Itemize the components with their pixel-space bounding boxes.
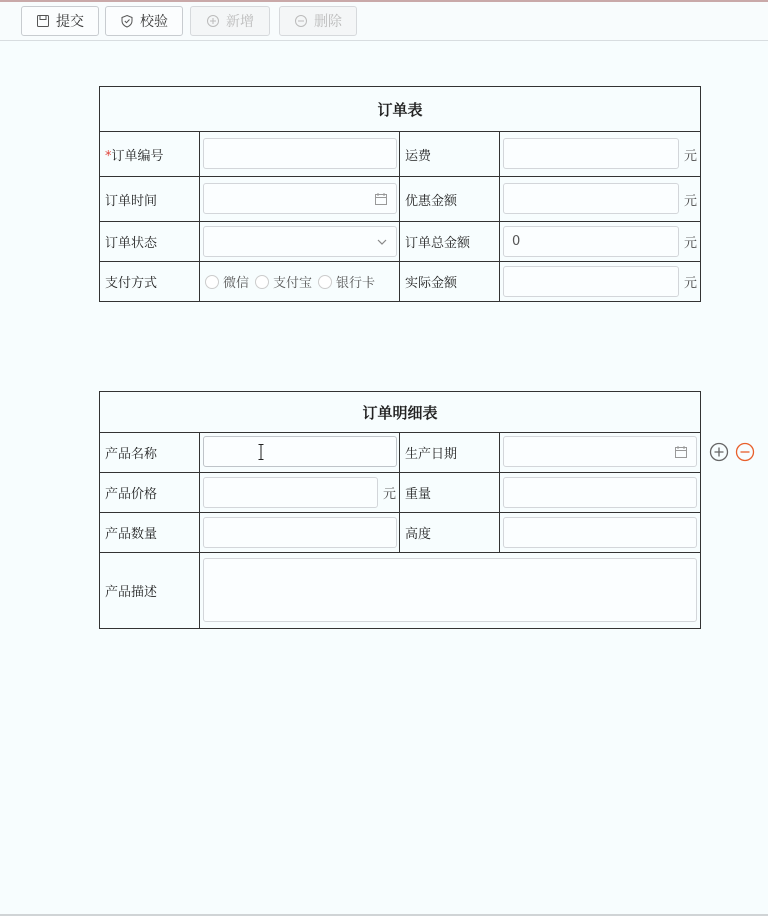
submit-button[interactable] xyxy=(21,6,99,36)
toolbar xyxy=(0,2,768,41)
payment-option-label: 银行卡 xyxy=(336,276,376,291)
order-no-input[interactable] xyxy=(203,138,397,169)
product-qty-cell xyxy=(200,513,400,553)
discount-cell xyxy=(500,177,701,222)
height-cell xyxy=(500,513,701,553)
text-cursor-icon xyxy=(258,444,264,460)
total-label: 订单总金额 xyxy=(400,222,500,262)
order-time-picker[interactable] xyxy=(203,183,397,214)
order-status-label: 订单状态 xyxy=(100,222,200,262)
required-marker: * xyxy=(105,148,112,164)
actual-cell xyxy=(500,262,701,302)
add-button-label: 新增 xyxy=(226,14,254,30)
production-date-cell xyxy=(500,433,701,473)
order-status-cell xyxy=(200,222,400,262)
delete-button[interactable] xyxy=(279,6,357,36)
payment-option-wechat[interactable] xyxy=(205,272,249,291)
product-price-label: 产品价格 xyxy=(100,473,200,513)
calendar-icon xyxy=(375,193,387,205)
remove-row-icon[interactable] xyxy=(735,442,755,462)
production-date-picker[interactable] xyxy=(503,436,697,467)
payment-cell xyxy=(200,262,400,302)
order-table-title: 订单表 xyxy=(100,87,701,132)
product-price-cell xyxy=(200,473,400,513)
order-no-cell xyxy=(200,132,400,177)
add-circle-icon xyxy=(206,14,220,28)
discount-unit: 元 xyxy=(684,193,698,209)
payment-label: 支付方式 xyxy=(100,262,200,302)
total-unit: 元 xyxy=(684,236,698,251)
delete-circle-icon xyxy=(294,14,308,28)
actual-unit: 元 xyxy=(684,276,698,291)
order-detail-table xyxy=(99,391,701,629)
production-date-label: 生产日期 xyxy=(400,433,500,473)
order-time-label: 订单时间 xyxy=(100,177,200,222)
weight-label: 重量 xyxy=(400,473,500,513)
payment-option-label: 微信 xyxy=(223,276,250,291)
delete-button-label: 删除 xyxy=(314,14,342,30)
product-qty-input[interactable] xyxy=(203,517,397,548)
product-price-unit: 元 xyxy=(382,487,396,502)
shipping-label: 运费 xyxy=(400,132,500,177)
order-status-select[interactable] xyxy=(203,226,397,257)
total-input[interactable]: 0 xyxy=(503,226,679,257)
chevron-down-icon xyxy=(377,238,387,246)
detail-row-actions xyxy=(709,442,755,462)
product-name-cell xyxy=(200,433,400,473)
payment-option-label: 支付宝 xyxy=(273,276,313,291)
payment-option-bankcard[interactable] xyxy=(318,272,375,291)
product-desc-cell xyxy=(200,553,701,629)
discount-input[interactable] xyxy=(503,183,679,214)
shield-check-icon xyxy=(120,14,134,28)
submit-button-label: 提交 xyxy=(56,14,84,30)
add-row-icon[interactable] xyxy=(709,442,729,462)
product-price-input[interactable] xyxy=(203,477,378,508)
product-desc-label: 产品描述 xyxy=(100,553,200,629)
save-icon xyxy=(36,14,50,28)
product-desc-textarea[interactable] xyxy=(203,558,697,622)
discount-label: 优惠金额 xyxy=(400,177,500,222)
product-name-input[interactable] xyxy=(203,436,397,467)
actual-input[interactable] xyxy=(503,266,679,297)
total-cell xyxy=(500,222,701,262)
radio-circle-icon xyxy=(205,275,219,289)
shipping-cell xyxy=(500,132,701,177)
weight-input[interactable] xyxy=(503,477,697,508)
height-input[interactable] xyxy=(503,517,697,548)
validate-button-label: 校验 xyxy=(140,14,168,30)
shipping-unit: 元 xyxy=(684,148,698,164)
add-button[interactable] xyxy=(190,6,270,36)
order-detail-title: 订单明细表 xyxy=(100,392,701,433)
validate-button[interactable] xyxy=(105,6,183,36)
order-no-label-cell xyxy=(100,132,200,177)
weight-cell xyxy=(500,473,701,513)
radio-circle-icon xyxy=(255,275,269,289)
product-qty-label: 产品数量 xyxy=(100,513,200,553)
shipping-input[interactable] xyxy=(503,138,679,169)
order-table xyxy=(99,86,701,302)
radio-circle-icon xyxy=(318,275,332,289)
order-time-cell xyxy=(200,177,400,222)
actual-label: 实际金额 xyxy=(400,262,500,302)
calendar-icon xyxy=(675,446,687,458)
height-label: 高度 xyxy=(400,513,500,553)
order-no-label: 订单编号 xyxy=(111,148,164,164)
payment-option-alipay[interactable] xyxy=(255,272,312,291)
product-name-label: 产品名称 xyxy=(100,433,200,473)
payment-radio-group xyxy=(205,262,375,301)
